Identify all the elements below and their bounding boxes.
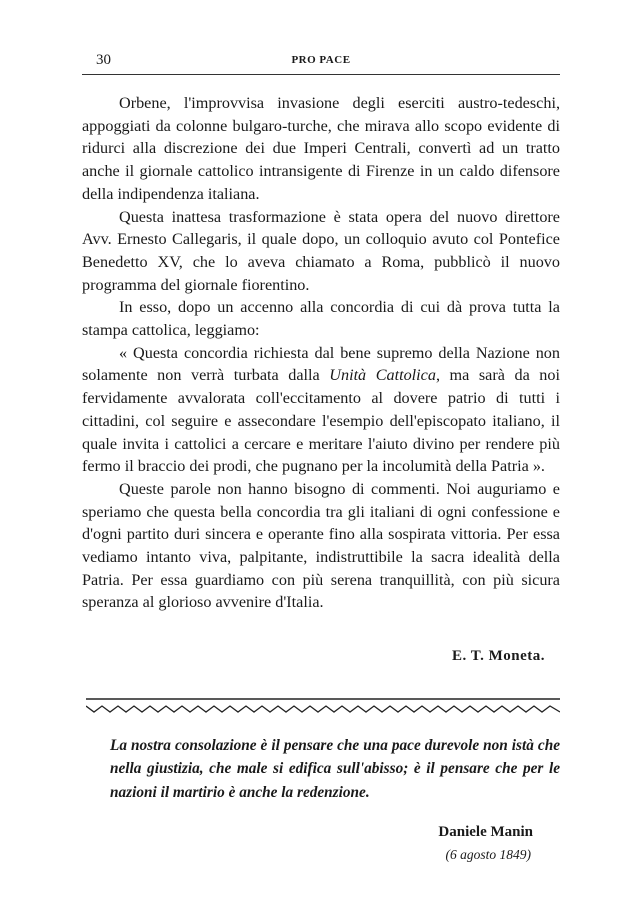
paragraph-transformation: Questa inattesa trasformazione è stata opera del nuovo direttore Avv. Ernesto Callegaris, il quale dopo, un colloquio avuto col Pontefice Benedetto XV, che lo aveva chiamato a Roma, pubblicò il nuovo programma del giornale fiorentino. bbox=[82, 207, 560, 294]
article-signature: E. T. Moneta. bbox=[451, 648, 545, 664]
closing-quote-author: Daniele Manin bbox=[438, 824, 533, 840]
closing-quote bbox=[110, 734, 560, 804]
page-header bbox=[82, 52, 560, 75]
paragraph-conclusion: Queste parole non hanno bisogno di commenti. Noi auguriamo e speriamo che questa bella concordia tra gli italiani di ogni confessione e d'ogni partito duri sincera e operante fino alla sospirata vittoria. Per essa vediamo intanto viva, palpitante, indistruttibile la sacra idealità della Patria. Per essa guardiamo con più serena tranquillità, con più sicura speranza al glorioso avvenire d'Italia. bbox=[82, 479, 560, 612]
quote-before: « Questa concordia richiesta dal bene supremo della Nazione non solamente non verrà turbata dalla bbox=[82, 343, 560, 385]
quoted-program bbox=[82, 342, 560, 478]
running-title: PRO PACE bbox=[291, 54, 351, 66]
closing-quote-text: La nostra consolazione è il pensare che una pace durevole non istà che nella giustizia, che male si edifica sull'abisso; è il pensare che per le nazioni il martirio è anche la redenzione. bbox=[110, 737, 560, 801]
paragraph-introduction: In esso, dopo un accenno alla concordia di cui dà prova tutta la stampa cattolica, leggiamo: bbox=[82, 298, 560, 340]
ornamental-divider bbox=[86, 695, 560, 715]
closing-quote-date: (6 agosto 1849) bbox=[445, 847, 531, 862]
main-text bbox=[82, 92, 560, 614]
paragraph-invasion: Orbene, l'improvvisa invasione degli eserciti austro-tedeschi, appoggiati da colonne bulgaro-turche, che mirava allo scopo evidente di ridurci alla discrezione dei due Imperi Centrali, convertì ad un tratto anche il giornale cattolico intransigente di Firenze in un caldo difensore della indipendenza italiana. bbox=[82, 94, 560, 203]
quote-newspaper-title: Unità Cattolica bbox=[329, 366, 436, 385]
quote-after: , ma sarà da noi fervidamente avvalorata coll'eccitamento al dovere patrio di tutti i cittadini, col seguire e assecondare l'esempio dell'episcopato italiano, il quale invita i cattolici a cercare e meritare l'aiuto divino per rendere più fermo il braccio dei prodi, che pugnano per la incolumità della Patria ». bbox=[82, 366, 560, 476]
divider-zigzag bbox=[86, 706, 560, 712]
page-number: 30 bbox=[96, 52, 111, 68]
